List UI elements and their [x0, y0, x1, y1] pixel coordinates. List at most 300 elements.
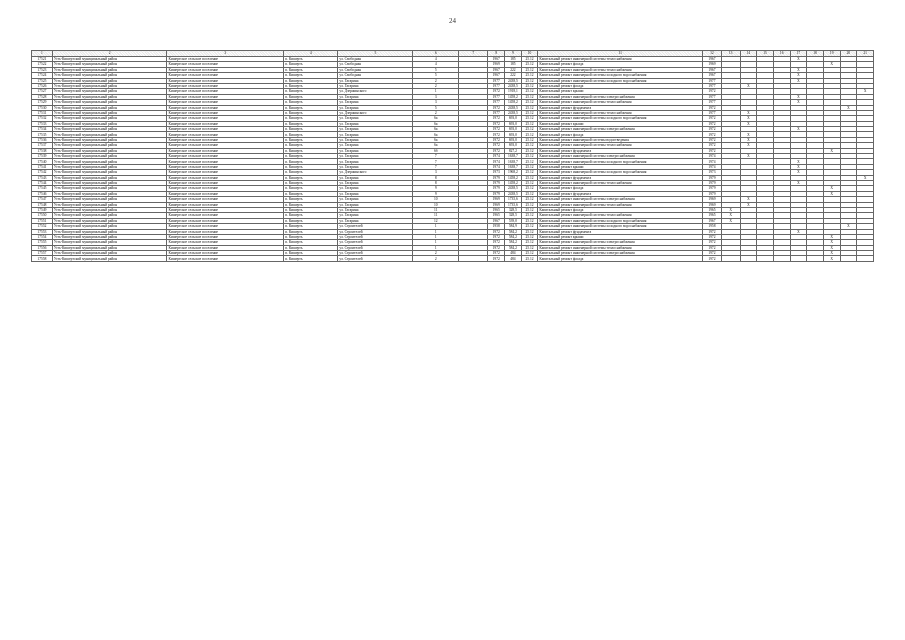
table-cell: Усть-Кишертский муниципальный район — [52, 148, 167, 153]
table-cell: 1972 — [488, 116, 505, 121]
table-cell: ул. Гагарина — [338, 218, 413, 223]
table-cell: Усть-Кишертский муниципальный район — [52, 202, 167, 207]
table-cell: 484 — [505, 251, 522, 256]
table-cell-mark: Х — [790, 164, 807, 169]
table-cell: 1972 — [703, 245, 722, 250]
table-cell: Кишертское сельское поселение — [167, 180, 284, 185]
table-cell: Кишертское сельское поселение — [167, 159, 284, 164]
table-cell: 9 — [413, 191, 459, 196]
table-cell: Капитальный ремонт инженерной системы водоотведения — [538, 137, 703, 142]
table-cell-mark: Х — [823, 148, 840, 153]
table-cell-mark: Х — [790, 100, 807, 105]
table-cell-mark: Х — [823, 256, 840, 261]
table-cell: 1735,6 — [505, 202, 522, 207]
table-cell: Капитальный ремонт инженерной системы электроснабжения — [538, 94, 703, 99]
table-cell: Капитальный ремонт крыши — [538, 164, 703, 169]
table-cell: 9 — [413, 186, 459, 191]
table-cell: Кишертское сельское поселение — [167, 137, 284, 142]
table-cell: Капитальный ремонт фасада — [538, 62, 703, 67]
table-cell: 17521 — [32, 57, 53, 62]
table-cell-mark: Х — [790, 57, 807, 62]
table-cell: 25.12 — [521, 159, 538, 164]
table-cell: 1972 — [488, 245, 505, 250]
table-cell: 1967 — [703, 57, 722, 62]
table-cell: 25.12 — [521, 143, 538, 148]
table-cell: 25.12 — [521, 73, 538, 78]
table-cell: Усть-Кишертский муниципальный район — [52, 57, 167, 62]
table-cell: 1972 — [703, 105, 722, 110]
table-cell: 17525 — [32, 78, 53, 83]
table-cell: Усть-Кишертский муниципальный район — [52, 245, 167, 250]
table-cell: 1972 — [703, 121, 722, 126]
table-cell: 222 — [505, 73, 522, 78]
table-cell-mark: Х — [823, 240, 840, 245]
table-cell: 1972 — [488, 240, 505, 245]
table-cell: п. Кишерть — [284, 191, 338, 196]
table-cell: 1977 — [488, 78, 505, 83]
table-cell: 17543 — [32, 175, 53, 180]
table-cell: ул. Гагарина — [338, 180, 413, 185]
table-cell: 25.12 — [521, 240, 538, 245]
table-cell: Капитальный ремонт фасада — [538, 207, 703, 212]
table-cell: Усть-Кишертский муниципальный район — [52, 143, 167, 148]
table-cell-mark: Х — [823, 186, 840, 191]
table-cell: п. Кишерть — [284, 73, 338, 78]
table-cell: п. Кишерть — [284, 127, 338, 132]
table-cell: 1458,2 — [505, 180, 522, 185]
table-cell: 1977 — [703, 83, 722, 88]
table-cell: Усть-Кишертский муниципальный район — [52, 234, 167, 239]
table-cell: 25.12 — [521, 202, 538, 207]
table-cell: ул. Гагарина — [338, 127, 413, 132]
table-cell: Кишертское сельское поселение — [167, 110, 284, 115]
table-cell: 539,0 — [505, 218, 522, 223]
table-cell: 1 — [413, 229, 459, 234]
table-cell: 185 — [505, 62, 522, 67]
table-cell: п. Кишерть — [284, 202, 338, 207]
table-cell: ул. Гагарина — [338, 175, 413, 180]
table-cell: 2 — [413, 78, 459, 83]
table-cell: Капитальный ремонт инженерной системы теплоснабжения — [538, 100, 703, 105]
table-cell: Капитальный ремонт инженерной системы холодного водоснабжения — [538, 116, 703, 121]
table-cell: п. Кишерть — [284, 148, 338, 153]
table-cell: 6а — [413, 132, 459, 137]
table-cell: Капитальный ремонт инженерной системы электроснабжения — [538, 251, 703, 256]
table-cell: 1979 — [488, 186, 505, 191]
table-cell: п. Кишерть — [284, 175, 338, 180]
table-cell: ул. Гагарина — [338, 137, 413, 142]
table-cell: Капитальный ремонт инженерной системы электроснабжения — [538, 127, 703, 132]
table-cell: Кишертское сельское поселение — [167, 202, 284, 207]
table-cell-mark: Х — [740, 110, 757, 115]
table-cell: 2438,5 — [505, 186, 522, 191]
table-cell: 693,0 — [505, 121, 522, 126]
table-cell-mark: Х — [790, 73, 807, 78]
table-cell: 1972 — [703, 256, 722, 261]
table-cell: 25.12 — [521, 175, 538, 180]
table-cell-mark — [773, 256, 790, 261]
table-cell: Усть-Кишертский муниципальный район — [52, 256, 167, 261]
table-cell: Капитальный ремонт инженерной системы теплоснабжения — [538, 213, 703, 218]
table-cell: Усть-Кишертский муниципальный район — [52, 105, 167, 110]
table-cell: ул. Дзержинского — [338, 110, 413, 115]
column-header-12: 12 — [703, 51, 722, 57]
table-cell: 25.12 — [521, 57, 538, 62]
table-cell: Кишертское сельское поселение — [167, 164, 284, 169]
table-cell: 1979 — [488, 175, 505, 180]
table-cell: 25.12 — [521, 148, 538, 153]
table-cell-mark: Х — [857, 89, 874, 94]
table-row — [32, 256, 874, 261]
table-cell: Усть-Кишертский муниципальный район — [52, 170, 167, 175]
table-cell: п. Кишерть — [284, 83, 338, 88]
table-cell: 1 — [413, 224, 459, 229]
column-header-5: 5 — [338, 51, 413, 57]
table-cell: п. Кишерть — [284, 251, 338, 256]
table-cell: 1735,6 — [505, 197, 522, 202]
table-cell: п. Кишерть — [284, 213, 338, 218]
table-cell: 17540 — [32, 159, 53, 164]
table-cell: 693,0 — [505, 116, 522, 121]
table-cell: Кишертское сельское поселение — [167, 100, 284, 105]
table-cell: 1638,7 — [505, 164, 522, 169]
table-cell: 17541 — [32, 164, 53, 169]
table-cell: 185 — [505, 57, 522, 62]
table-cell: 1972 — [488, 137, 505, 142]
table-cell: ул. Гагарина — [338, 148, 413, 153]
table-cell: 1977 — [703, 78, 722, 83]
table-cell: Кишертское сельское поселение — [167, 245, 284, 250]
table-cell: 1972 — [703, 137, 722, 142]
table-cell: 25.12 — [521, 127, 538, 132]
table-cell-mark: Х — [740, 83, 757, 88]
table-cell: 17530 — [32, 105, 53, 110]
table-cell: 1967 — [488, 73, 505, 78]
table-cell-mark: Х — [823, 245, 840, 250]
table-cell-mark: Х — [790, 229, 807, 234]
table-cell: Кишертское сельское поселение — [167, 78, 284, 83]
column-header-8: 8 — [488, 51, 505, 57]
table-cell: 17533 — [32, 121, 53, 126]
table-cell: 25.12 — [521, 218, 538, 223]
table-cell: Усть-Кишертский муниципальный район — [52, 89, 167, 94]
table-cell: 17526 — [32, 83, 53, 88]
table-cell: ул. Строителей — [338, 245, 413, 250]
table-cell: п. Кишерть — [284, 121, 338, 126]
table-cell: 827,2 — [505, 148, 522, 153]
column-header-20: 20 — [840, 51, 857, 57]
table-cell-mark: Х — [823, 234, 840, 239]
table-cell-mark: Х — [740, 137, 757, 142]
column-header-13: 13 — [721, 51, 740, 57]
table-cell: 693,0 — [505, 127, 522, 132]
table-cell-mark: Х — [840, 105, 857, 110]
column-header-4: 4 — [284, 51, 338, 57]
table-cell: п. Кишерть — [284, 110, 338, 115]
table-cell: Усть-Кишертский муниципальный район — [52, 251, 167, 256]
table-cell: 1965 — [703, 213, 722, 218]
table-cell: Капитальный ремонт инженерной системы электроснабжения — [538, 154, 703, 159]
table-cell: 17534 — [32, 127, 53, 132]
table-cell: 1969 — [488, 197, 505, 202]
table-cell: ул. Свободная — [338, 73, 413, 78]
table-cell: 25.12 — [521, 121, 538, 126]
table-cell: 1958 — [703, 224, 722, 229]
column-header-10: 10 — [521, 51, 538, 57]
table-cell: 1972 — [488, 229, 505, 234]
table-cell: Кишертское сельское поселение — [167, 62, 284, 67]
table-cell: 1977 — [703, 100, 722, 105]
table-cell: Кишертское сельское поселение — [167, 197, 284, 202]
table-cell: 25.12 — [521, 110, 538, 115]
table-cell: 1 — [413, 245, 459, 250]
table-cell-mark: Х — [740, 202, 757, 207]
table-cell-mark: Х — [823, 191, 840, 196]
table-cell-mark — [840, 256, 857, 261]
table-cell — [459, 256, 488, 261]
table-cell: Усть-Кишертский муниципальный район — [52, 207, 167, 212]
table-cell: 1965 — [488, 207, 505, 212]
table-cell-mark: Х — [740, 197, 757, 202]
table-cell: ул. Строителей — [338, 234, 413, 239]
table-cell: 1967 — [703, 218, 722, 223]
table-cell: 1972 — [488, 132, 505, 137]
table-cell: 17542 — [32, 170, 53, 175]
table-cell: 17553 — [32, 229, 53, 234]
table-cell: 1972 — [488, 256, 505, 261]
table-cell: 25.12 — [521, 170, 538, 175]
table-cell: 222 — [505, 67, 522, 72]
table-cell: 1638,7 — [505, 154, 522, 159]
table-cell: Кишертское сельское поселение — [167, 105, 284, 110]
table-cell: Кишертское сельское поселение — [167, 116, 284, 121]
table-cell: 25.12 — [521, 78, 538, 83]
table-cell: 25.12 — [521, 256, 538, 261]
table-cell: Кишертское сельское поселение — [167, 218, 284, 223]
table-cell: 6а — [413, 116, 459, 121]
table-cell: 7 — [413, 154, 459, 159]
table-cell: п. Кишерть — [284, 224, 338, 229]
table-cell: 693,0 — [505, 137, 522, 142]
table-cell-mark: Х — [790, 78, 807, 83]
table-cell: Капитальный ремонт инженерной системы теплоснабжения — [538, 57, 703, 62]
table-cell: Усть-Кишертский муниципальный район — [52, 218, 167, 223]
table-cell: п. Кишерть — [284, 234, 338, 239]
table-cell: п. Кишерть — [284, 132, 338, 137]
table-cell: 4 — [413, 62, 459, 67]
table-cell: 6а — [413, 121, 459, 126]
table-cell: п. Кишерть — [284, 78, 338, 83]
table-cell: 1972 — [703, 148, 722, 153]
table-cell: 1969 — [703, 62, 722, 67]
table-cell: 1974 — [488, 159, 505, 164]
table-cell: 17552 — [32, 224, 53, 229]
table-cell: 2 — [413, 251, 459, 256]
table-cell: 11 — [413, 207, 459, 212]
table-cell: ул. Строителей — [338, 251, 413, 256]
table-cell: 6б — [413, 148, 459, 153]
table-cell: Кишертское сельское поселение — [167, 207, 284, 212]
table-cell: 2 — [413, 83, 459, 88]
table-cell: 1972 — [488, 89, 505, 94]
table-cell: Кишертское сельское поселение — [167, 94, 284, 99]
table-cell-mark: Х — [823, 251, 840, 256]
table-cell: 2438,5 — [505, 110, 522, 115]
table-cell: 1974 — [703, 154, 722, 159]
table-cell: Усть-Кишертский муниципальный район — [52, 132, 167, 137]
table-cell: 693,0 — [505, 132, 522, 137]
table-cell: 1977 — [703, 110, 722, 115]
table-body — [32, 57, 874, 262]
table-cell: 1972 — [488, 127, 505, 132]
table-cell-mark: Х — [740, 143, 757, 148]
table-cell: ул. Гагарина — [338, 100, 413, 105]
table-cell: п. Кишерть — [284, 143, 338, 148]
table-cell: 25.12 — [521, 245, 538, 250]
table-cell: 17555 — [32, 240, 53, 245]
table-cell-mark: Х — [823, 62, 840, 67]
table-cell: Кишертское сельское поселение — [167, 67, 284, 72]
table-cell: ул. Гагарина — [338, 83, 413, 88]
table-cell: 17522 — [32, 62, 53, 67]
table-cell: п. Кишерть — [284, 180, 338, 185]
table-cell: ул. Свободная — [338, 67, 413, 72]
table-cell: 1979 — [703, 180, 722, 185]
table-cell: ул. Гагарина — [338, 116, 413, 121]
table-cell: Капитальный ремонт крыши — [538, 121, 703, 126]
table-cell: 1969 — [488, 62, 505, 67]
table-cell: п. Кишерть — [284, 67, 338, 72]
table-cell: 5 — [413, 73, 459, 78]
table-cell-mark: Х — [740, 154, 757, 159]
table-cell: ул. Строителей — [338, 240, 413, 245]
table-cell: 1979 — [703, 175, 722, 180]
table-cell: ул. Дзержинского — [338, 89, 413, 94]
table-cell: Усть-Кишертский муниципальный район — [52, 154, 167, 159]
table-cell: Капитальный ремонт инженерной системы холодного водоснабжения — [538, 218, 703, 223]
table-cell: Усть-Кишертский муниципальный район — [52, 100, 167, 105]
table-cell: 17538 — [32, 148, 53, 153]
table-cell: Капитальный ремонт фундамента — [538, 229, 703, 234]
table-cell: п. Кишерть — [284, 170, 338, 175]
table-cell-mark: Х — [790, 170, 807, 175]
table-cell: Кишертское сельское поселение — [167, 224, 284, 229]
table-cell-mark — [857, 256, 874, 261]
table-cell: Капитальный ремонт инженерной системы холодного водоснабжения — [538, 73, 703, 78]
table-cell: п. Кишерть — [284, 116, 338, 121]
table-cell: п. Кишерть — [284, 245, 338, 250]
table-cell-mark: Х — [721, 207, 740, 212]
table-cell: п. Кишерть — [284, 218, 338, 223]
table-cell: 584,2 — [505, 245, 522, 250]
table-cell: 1972 — [703, 229, 722, 234]
table-cell-mark: Х — [721, 213, 740, 218]
table-cell: 584,2 — [505, 229, 522, 234]
table-cell: 1972 — [488, 143, 505, 148]
table-cell: 1965 — [488, 213, 505, 218]
table-cell: 17536 — [32, 137, 53, 142]
table-cell: п. Кишерть — [284, 57, 338, 62]
table-cell: 17524 — [32, 73, 53, 78]
table-cell: 1965 — [703, 207, 722, 212]
table-cell-mark: Х — [790, 67, 807, 72]
table-cell: Капитальный ремонт фундамента — [538, 175, 703, 180]
table-cell: 17539 — [32, 154, 53, 159]
table-cell: 1 — [413, 89, 459, 94]
table-cell: 17558 — [32, 256, 53, 261]
table-cell: 25.12 — [521, 83, 538, 88]
table-cell-mark: Х — [790, 159, 807, 164]
table-cell: 17554 — [32, 234, 53, 239]
table-cell: 6а — [413, 143, 459, 148]
table-cell: Капитальный ремонт инженерной системы теплоснабжения — [538, 110, 703, 115]
table-cell: 17547 — [32, 197, 53, 202]
table-cell: Усть-Кишертский муниципальный район — [52, 213, 167, 218]
table-cell: ул. Гагарина — [338, 78, 413, 83]
table-cell: 1972 — [703, 132, 722, 137]
table-cell: Капитальный ремонт инженерной системы холодного водоснабжения — [538, 224, 703, 229]
table-cell: Кишертское сельское поселение — [167, 256, 284, 261]
table-cell: 17544 — [32, 180, 53, 185]
table-cell: 328,5 — [505, 213, 522, 218]
table-cell: п. Кишерть — [284, 197, 338, 202]
table-cell: 1967 — [488, 218, 505, 223]
table-cell: Капитальный ремонт фундамента — [538, 105, 703, 110]
table-cell: Капитальный ремонт фундамента — [538, 148, 703, 153]
table-cell: ул. Гагарина — [338, 202, 413, 207]
table-cell: 1972 — [703, 89, 722, 94]
table-cell: 1 — [413, 240, 459, 245]
table-cell: 328,5 — [505, 207, 522, 212]
table-cell: 25.12 — [521, 186, 538, 191]
table-cell: 25.12 — [521, 213, 538, 218]
table-cell: 10 — [413, 202, 459, 207]
table-cell: п. Кишерть — [284, 159, 338, 164]
table-cell: 25.12 — [521, 67, 538, 72]
table-cell: Усть-Кишертский муниципальный район — [52, 159, 167, 164]
table-cell: ул. Гагарина — [338, 191, 413, 196]
column-header-11: 11 — [538, 51, 703, 57]
table-cell: 1969 — [488, 202, 505, 207]
table-cell: Кишертское сельское поселение — [167, 127, 284, 132]
table-cell: 1977 — [488, 83, 505, 88]
table-cell: Усть-Кишертский муниципальный район — [52, 240, 167, 245]
table-cell: 2438,5 — [505, 78, 522, 83]
table-cell: п. Кишерть — [284, 154, 338, 159]
table-cell: Капитальный ремонт инженерной системы холодного водоснабжения — [538, 159, 703, 164]
table-cell: Усть-Кишертский муниципальный район — [52, 116, 167, 121]
table-cell: п. Кишерть — [284, 137, 338, 142]
table-cell: 25.12 — [521, 62, 538, 67]
table-cell: ул. Гагарина — [338, 121, 413, 126]
table-cell: Капитальный ремонт фундамента — [538, 191, 703, 196]
table-cell: 1979 — [488, 191, 505, 196]
table-cell: Кишертское сельское поселение — [167, 234, 284, 239]
table-cell: 3 — [413, 100, 459, 105]
table-cell: 2 — [413, 256, 459, 261]
column-header-14: 14 — [740, 51, 757, 57]
table-cell: Капитальный ремонт инженерной системы холодного водоснабжения — [538, 170, 703, 175]
page-number: 24 — [449, 17, 456, 25]
table-cell: 17551 — [32, 218, 53, 223]
table-cell: Усть-Кишертский муниципальный район — [52, 83, 167, 88]
table-cell: 1972 — [488, 234, 505, 239]
table-cell: Усть-Кишертский муниципальный район — [52, 224, 167, 229]
table-cell: ул. Гагарина — [338, 105, 413, 110]
table-cell: 17550 — [32, 213, 53, 218]
table-cell: ул. Гагарина — [338, 197, 413, 202]
table-cell: 1972 — [488, 105, 505, 110]
